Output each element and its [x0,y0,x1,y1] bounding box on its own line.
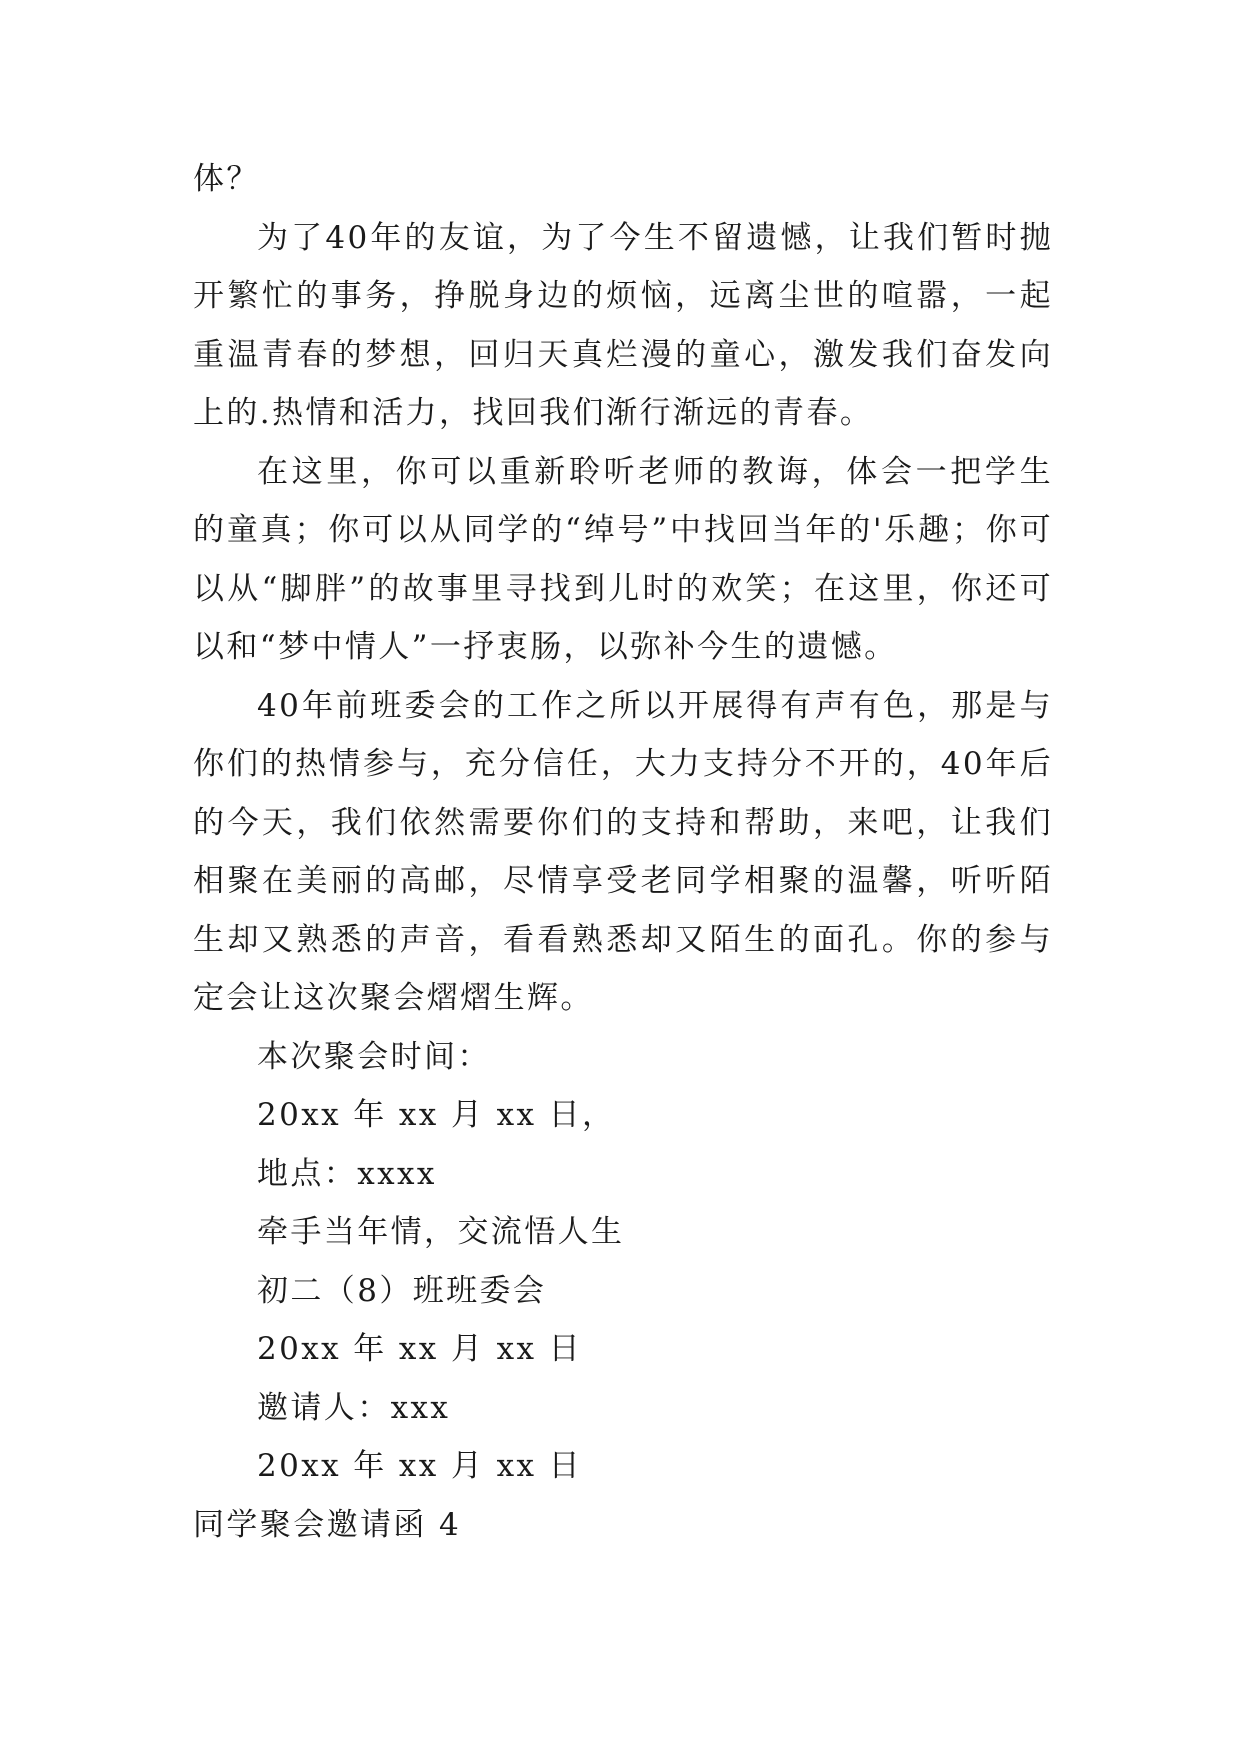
paragraph-memories: 在这里，你可以重新聆听老师的教诲，体会一把学生的童真；你可以从同学的“绰号”中找回当年的'乐趣；你可以从“脚胖”的故事里寻找到儿时的欢笑；在这里，你还可以和“梦中情人”一抒衷肠，以弥补今生的遗憾。 [193,453,1053,665]
slogan: 牵手当年情，交流悟人生 [257,1214,625,1250]
paragraph-continuation: 体？ [193,161,260,197]
document-page [193,150,1053,1554]
meeting-date: 20xx 年 xx 月 xx 日， [257,1097,616,1133]
inviter: 邀请人：xxx [257,1389,451,1426]
meeting-location: 地点：xxxx [257,1155,437,1192]
paragraph-friendship: 为了40年的友谊，为了今生不留遗憾，让我们暂时抛开繁忙的事务，挣脱身边的烦恼，远离尘世的喧嚣，一起重温青春的梦想，回归天真烂漫的童心，激发我们奋发向上的.热情和活力，找回我们渐行渐远的青春。 [193,219,1053,431]
organizer: 初二（8）班班委会 [257,1272,547,1309]
paragraph-class-committee: 40年前班委会的工作之所以开展得有声有色，那是与你们的热情参与，充分信任，大力支持分不开的，40年后的今天，我们依然需要你们的支持和帮助，来吧，让我们相聚在美丽的高邮，尽情享受老同学相聚的温馨，听听陌生却又熟悉的声音，看看熟悉却又陌生的面孔。你的参与定会让这次聚会熠熠生辉。 [193,687,1053,1016]
section-heading: 同学聚会邀请函 4 [193,1506,462,1543]
inviter-date: 20xx 年 xx 月 xx 日 [257,1448,583,1484]
meeting-time-label: 本次聚会时间： [257,1038,491,1075]
organizer-date: 20xx 年 xx 月 xx 日 [257,1331,583,1367]
